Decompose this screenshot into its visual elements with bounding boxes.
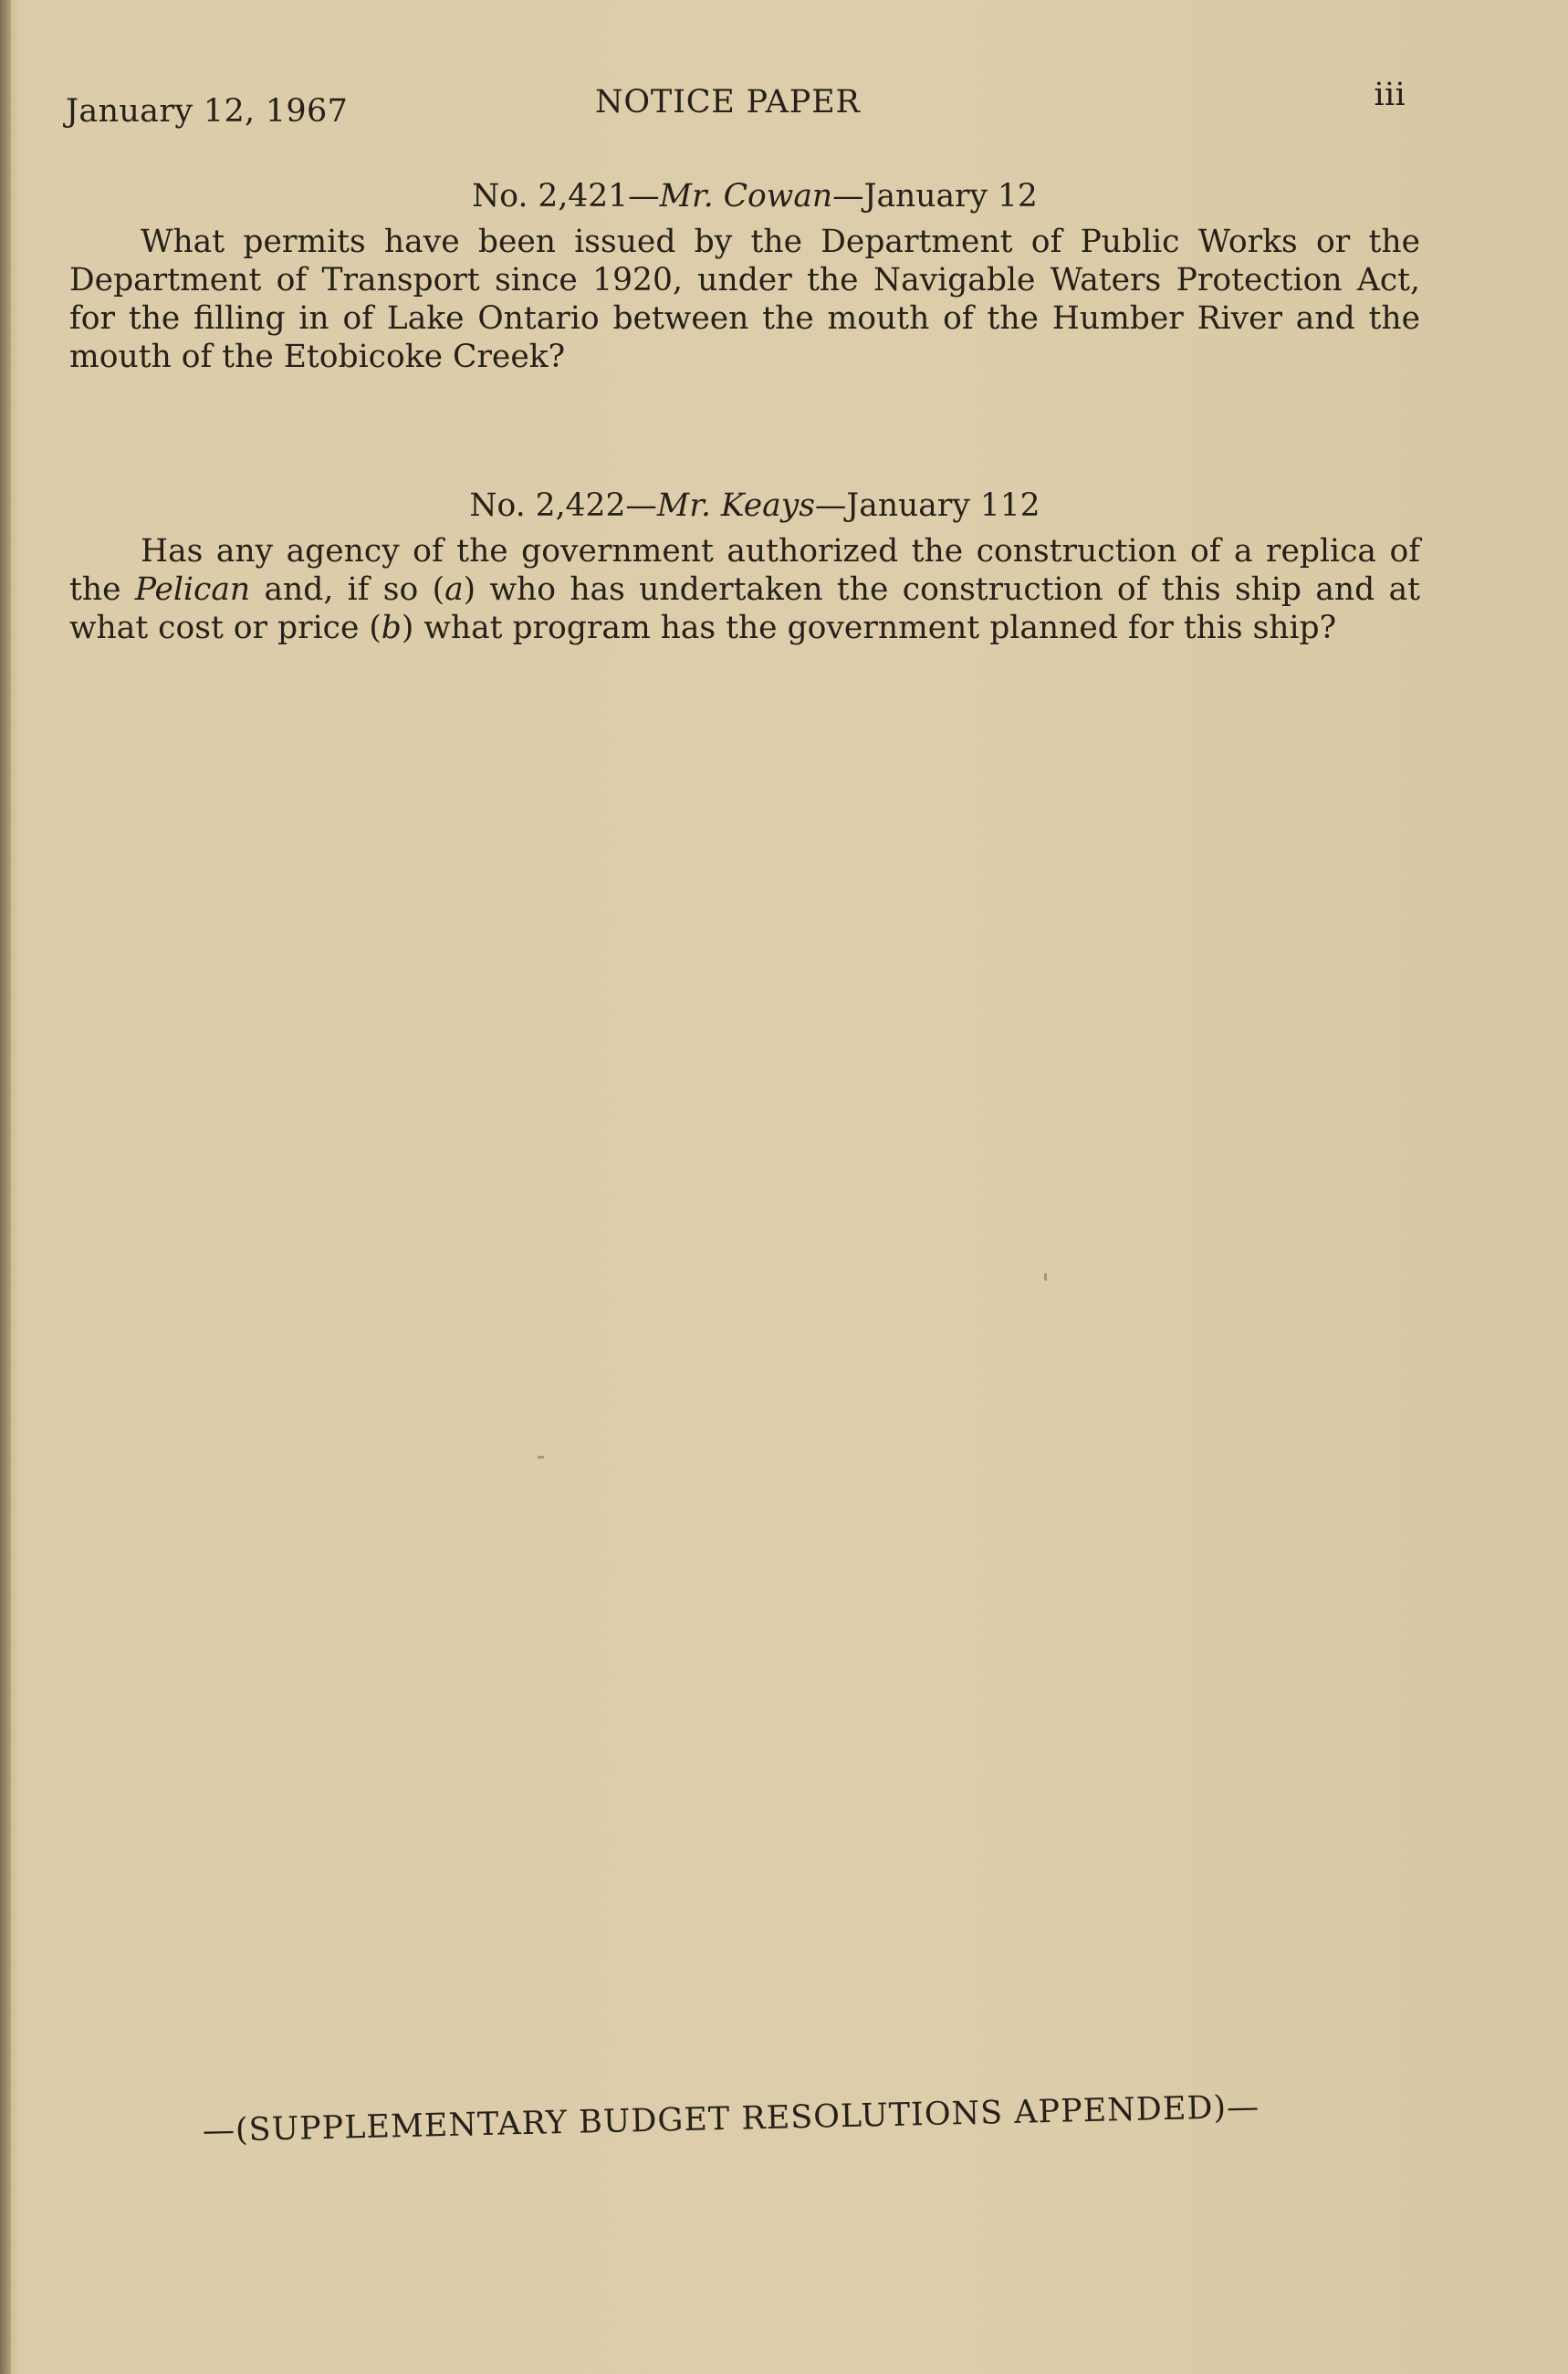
ship-name: Pelican [134,571,251,608]
item-label-a: a [444,571,464,608]
question-number: No. 2,421— [472,178,660,214]
page-spine-shadow [0,0,11,2374]
header-page-number: iii [1374,77,1406,113]
question-text-part: Has any agency of the government authorized the construction of a replica of the [69,533,1420,608]
question-text: What permits have been issued by the Department of Public Works or the Department of Transport since 1920, under the Navigable Waters Protection Act, for the filling in of Lake Ontario between the mouth of the Humber River and the mouth of the Etobicoke Creek? [69,224,1420,375]
question-2422 [69,486,1420,647]
question-number: No. 2,422— [469,487,657,524]
question-text-part: and, if so ( [250,571,445,608]
header-date: January 12, 1967 [66,93,349,130]
appended-note: —(SUPPLEMENTARY BUDGET RESOLUTIONS APPENDED)— [202,2088,1260,2149]
item-label-b: b [381,610,402,646]
page-header [66,77,1413,130]
paper-speck [1044,1273,1047,1281]
question-heading [69,177,1420,215]
question-date: —January 12 [832,178,1038,214]
paper-speck [538,1456,544,1459]
question-text-part: ) who has undertaken the construction of this ship and at what cost or price ( [69,571,1421,646]
question-text-part: ) what program has the government planned for this ship? [401,610,1337,646]
header-title: NOTICE PAPER [595,84,861,120]
question-date: —January 112 [814,487,1040,524]
question-2421 [69,177,1420,376]
question-member: Mr. Keays [656,487,815,524]
question-heading [69,486,1420,525]
question-member: Mr. Cowan [659,178,833,214]
question-text [69,532,1420,647]
